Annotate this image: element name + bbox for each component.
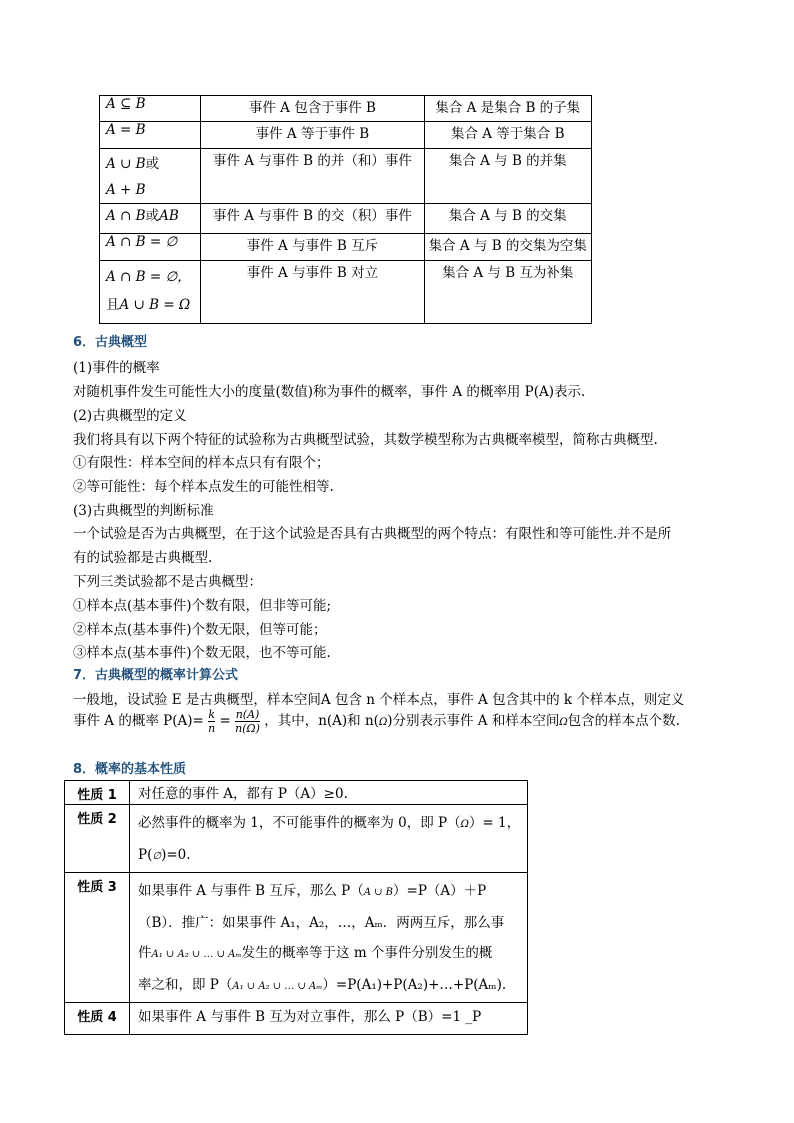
text: )=0. bbox=[161, 847, 191, 863]
math-cell bbox=[100, 234, 201, 261]
math-expression: A = B bbox=[106, 122, 146, 138]
text: 如果事件 A 与事件 B 互斥，那么 P（ bbox=[138, 883, 364, 899]
list-item: ③样本点(基本事件)个数无限，也不等可能. bbox=[73, 645, 331, 661]
table-row bbox=[100, 122, 592, 149]
paragraph: 对随机事件发生可能性大小的度量(数值)称为事件的概率，事件 A 的概率用 P(A)表示. bbox=[73, 384, 586, 400]
text: P( bbox=[138, 847, 153, 863]
denominator: n(Ω) bbox=[235, 722, 260, 735]
paragraph: 有的试验都是古典概型. bbox=[73, 550, 213, 566]
text: ）= 1， bbox=[468, 815, 521, 831]
formula-text: )分别表示事件 A 和样本空间 bbox=[387, 713, 560, 729]
formula-text: 事件 A 的概率 P(A)= bbox=[73, 713, 204, 729]
and-word: 且 bbox=[106, 297, 120, 313]
math-expression: A ∪ B = Ω bbox=[119, 297, 191, 313]
table-row bbox=[65, 873, 528, 1003]
set-cell: 集合 A 与 B 的交集为空集 bbox=[424, 234, 592, 261]
text: 率之和，即 P（ bbox=[138, 977, 233, 993]
section-6-heading: 6．古典概型 bbox=[73, 335, 148, 350]
event-cell: 事件 A 与事件 B 互斥 bbox=[201, 234, 424, 261]
list-item: ②样本点(基本事件)个数无限，但等可能； bbox=[73, 622, 327, 638]
set-cell: 集合 A 与 B 的并集 bbox=[424, 149, 592, 204]
math-expression: A ∪ B bbox=[363, 887, 394, 898]
set-cell: 集合 A 是集合 B 的子集 bbox=[424, 96, 592, 122]
probability-properties-table bbox=[64, 780, 528, 1035]
property-text: 如果事件 A 与事件 B 互为对立事件，那么 P（B）=1 _P bbox=[130, 1003, 528, 1035]
formula-line bbox=[73, 708, 680, 735]
table-row bbox=[100, 204, 592, 234]
table-row bbox=[100, 96, 592, 122]
denominator: n bbox=[208, 722, 216, 735]
text: 发生的概率等于这 m 个事件分别发生的概 bbox=[241, 945, 493, 961]
math-expression: A + B bbox=[106, 182, 146, 198]
section-7-heading: 7．古典概型的概率计算公式 bbox=[73, 668, 239, 683]
subheading: (2)古典概型的定义 bbox=[73, 408, 187, 424]
text: 件 bbox=[138, 945, 152, 961]
subheading: (3)古典概型的判断标准 bbox=[73, 503, 214, 519]
property-text bbox=[130, 873, 528, 1003]
list-item: ②等可能性：每个样本点发生的可能性相等. bbox=[73, 479, 334, 495]
numerator: n(A) bbox=[235, 708, 260, 721]
table-row bbox=[65, 781, 528, 805]
set-cell: 集合 A 等于集合 B bbox=[424, 122, 592, 149]
table-row bbox=[100, 234, 592, 261]
math-cell bbox=[100, 122, 201, 149]
fraction-k-over-n bbox=[208, 708, 215, 735]
empty-set-symbol: ∅ bbox=[152, 851, 162, 862]
property-text: 对任意的事件 A，都有 P（A）≥0. bbox=[130, 781, 528, 805]
subheading: (1)事件的概率 bbox=[73, 360, 160, 376]
or-word: 或 bbox=[145, 156, 160, 172]
event-cell: 事件 A 与事件 B 的并（和）事件 bbox=[201, 149, 424, 204]
text: 必然事件的概率为 1，不可能事件的概率为 0，即 P（ bbox=[138, 815, 461, 831]
property-key: 性质 1 bbox=[65, 781, 130, 805]
formula-text: ，其中，n(A)和 n( bbox=[264, 713, 379, 729]
omega-symbol: Ω bbox=[559, 717, 568, 728]
math-expression: A ∪ B bbox=[106, 156, 146, 172]
paragraph: 下列三类试验都不是古典概型： bbox=[73, 574, 262, 590]
property-key: 性质 2 bbox=[65, 805, 130, 873]
math-expression: A ∩ B = ∅， bbox=[106, 269, 191, 285]
numerator: k bbox=[208, 708, 215, 721]
paragraph: 一个试验是否为古典概型，在于这个试验是否具有古典概型的两个特点：有限性和等可能性.并不是所 bbox=[73, 526, 672, 542]
property-key: 性质 4 bbox=[65, 1003, 130, 1035]
omega-symbol: Ω bbox=[460, 819, 469, 830]
omega-symbol: Ω bbox=[378, 717, 388, 728]
section-8-heading: 8．概率的基本性质 bbox=[73, 762, 187, 777]
event-cell: 事件 A 与事件 B 对立 bbox=[201, 261, 424, 324]
math-expression: A ∩ B = ∅ bbox=[106, 234, 178, 250]
text: （B）．推广：如果事件 A₁，A₂，…，Aₘ．两两互斥，那么事 bbox=[138, 915, 505, 931]
table-row bbox=[65, 1003, 528, 1035]
set-cell: 集合 A 与 B 的交集 bbox=[424, 204, 592, 234]
math-expression: A ∩ B bbox=[106, 208, 146, 224]
text: ）=P(A₁)+P(A₂)+…+P(Aₘ). bbox=[322, 977, 507, 993]
set-cell: 集合 A 与 B 互为补集 bbox=[424, 261, 592, 324]
table-row bbox=[100, 261, 592, 324]
table-row bbox=[65, 805, 528, 873]
math-cell bbox=[100, 261, 201, 324]
event-cell: 事件 A 等于事件 B bbox=[201, 122, 424, 149]
math-expression: A₁ ∪ A₂ ∪ … ∪ Aₘ bbox=[232, 981, 323, 992]
paragraph: 一般地，设试验 E 是古典概型，样本空间A 包含 n 个样本点，事件 A 包含其中的 k 个样本点，则定义 bbox=[73, 692, 685, 708]
event-cell: 事件 A 包含于事件 B bbox=[201, 96, 424, 122]
list-item: ①有限性：样本空间的样本点只有有限个； bbox=[73, 455, 330, 471]
property-text bbox=[130, 805, 528, 873]
property-key: 性质 3 bbox=[65, 873, 130, 1003]
math-cell bbox=[100, 204, 201, 234]
equals-sign: = bbox=[219, 713, 231, 729]
event-set-relations-table bbox=[99, 95, 592, 324]
math-expression: A ⊆ B bbox=[106, 96, 146, 112]
fraction-nA-over-nOmega bbox=[235, 708, 260, 735]
list-item: ①样本点(基本事件)个数有限，但非等可能; bbox=[73, 598, 332, 614]
paragraph: 我们将具有以下两个特征的试验称为古典概型试验，其数学模型称为古典概率模型，简称古典概型. bbox=[73, 432, 658, 448]
table-row bbox=[100, 149, 592, 204]
formula-text: 包含的样本点个数. bbox=[567, 713, 680, 729]
text: ）=P（A）＋P bbox=[393, 883, 487, 899]
event-cell: 事件 A 与事件 B 的交（积）事件 bbox=[201, 204, 424, 234]
math-cell bbox=[100, 96, 201, 122]
math-expression: AB bbox=[159, 208, 179, 224]
math-expression: A₁ ∪ A₂ ∪ … ∪ Aₘ bbox=[151, 949, 242, 960]
math-cell bbox=[100, 149, 201, 204]
or-word: 或 bbox=[145, 208, 160, 224]
